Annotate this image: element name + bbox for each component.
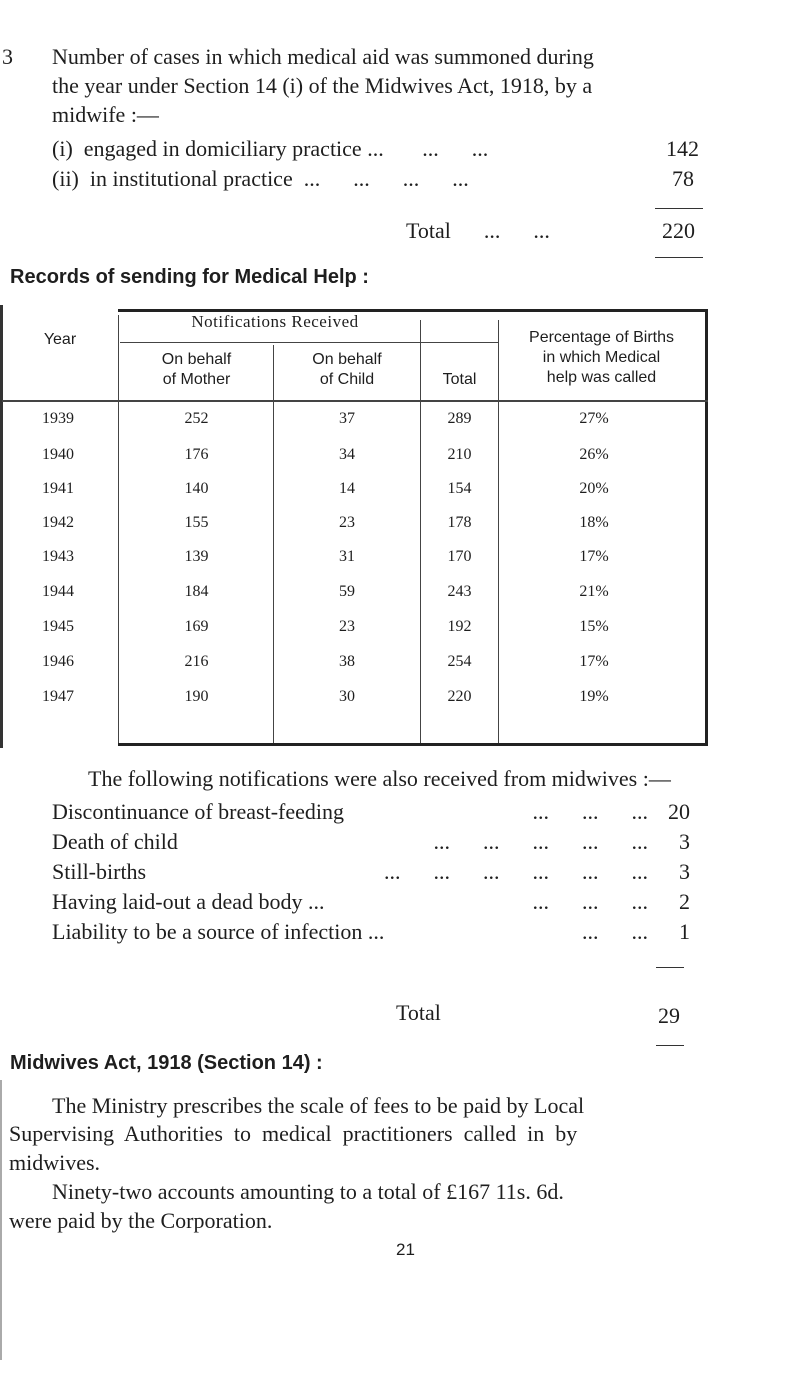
notification-leader-dots: ... ... ... ... ... ...: [384, 859, 648, 884]
notification-leader-dots: ... ... ... ... ...: [433, 829, 648, 854]
header-child-line1: On behalf: [312, 351, 382, 368]
header-child-line2: of Child: [319, 371, 375, 388]
cell-total: 254: [447, 653, 472, 670]
cell-mother: 139: [184, 548, 209, 565]
cell-pct: 21%: [579, 583, 609, 600]
cell-child: 30: [339, 688, 355, 705]
cell-total: 243: [447, 583, 472, 600]
cell-mother: 169: [184, 618, 209, 635]
cell-total: 192: [447, 618, 472, 635]
cell-child: 59: [339, 583, 355, 600]
notification-label: Death of child: [52, 829, 178, 854]
group-header-rule: [120, 342, 498, 343]
cell-year: 1939: [42, 410, 74, 427]
page-number: 21: [396, 1240, 415, 1259]
cell-year: 1945: [42, 618, 74, 635]
cell-child: 37: [339, 410, 355, 427]
item-domiciliary-label: (i) engaged in domiciliary practice ... ... ...: [52, 136, 489, 161]
section-number: 3: [2, 44, 13, 69]
col-divider-mother: [273, 345, 274, 743]
notification-value: 20: [668, 799, 690, 824]
header-total: Total: [442, 371, 477, 388]
cell-total: 154: [447, 480, 472, 497]
cell-mother: 176: [184, 446, 209, 463]
notification-value: 3: [679, 829, 690, 854]
item-institutional-label: (ii) in institutional practice ... ... ... ...: [52, 166, 469, 191]
section-heading-line2: the year under Section 14 (i) of the Midwives Act, 1918, by a: [52, 73, 593, 98]
header-bottom-rule: [2, 400, 708, 402]
cell-pct: 27%: [579, 410, 609, 427]
header-year: Year: [43, 331, 77, 348]
notification-label: Discontinuance of breast-feeding: [52, 799, 344, 824]
cell-pct: 19%: [579, 688, 609, 705]
notification-value: 1: [679, 919, 690, 944]
cell-total: 178: [447, 514, 472, 531]
cell-child: 34: [339, 446, 355, 463]
notif-subtotal-rule: [656, 967, 684, 968]
midwives-act-title: Midwives Act, 1918 (Section 14) :: [10, 1052, 323, 1074]
cell-mother: 216: [184, 653, 209, 670]
item-domiciliary-value: 142: [666, 136, 699, 161]
para1-line1: The Ministry prescribes the scale of fees to be paid by Local: [52, 1093, 585, 1118]
notification-leader-dots: ... ...: [582, 919, 648, 944]
header-mother: [120, 350, 273, 390]
notifications-total-label: Total: [396, 1000, 441, 1025]
cell-mother: 184: [184, 583, 209, 600]
cell-year: 1946: [42, 653, 74, 670]
cell-pct: 17%: [579, 653, 609, 670]
cell-child: 38: [339, 653, 355, 670]
cell-pct: 26%: [579, 446, 609, 463]
section-heading-line3: midwife :—: [52, 102, 159, 127]
para1-line3: midwives.: [9, 1150, 101, 1175]
cell-mother: 155: [184, 514, 209, 531]
cell-pct: 20%: [579, 480, 609, 497]
cell-total: 210: [447, 446, 472, 463]
header-mother-line2: of Mother: [162, 371, 231, 388]
cell-total: 289: [447, 410, 472, 427]
cell-pct: 15%: [579, 618, 609, 635]
col-divider-year: [118, 315, 119, 743]
notifications-total-value: 29: [658, 1003, 680, 1028]
notification-value: 2: [679, 889, 690, 914]
notification-leader-dots: ... ... ...: [532, 799, 648, 824]
cell-mother: 190: [184, 688, 209, 705]
header-pct-line2: in which Medical: [542, 349, 661, 366]
para1-line2: Supervising Authorities to medical practitioners called in by: [9, 1121, 578, 1146]
section3-total-label: Total ... ...: [406, 218, 550, 243]
scan-edge-mark: [0, 1080, 2, 1360]
notification-label: Having laid-out a dead body ...: [52, 889, 325, 914]
cell-child: 31: [339, 548, 355, 565]
cell-child: 14: [339, 480, 355, 497]
cell-total: 170: [447, 548, 472, 565]
cell-year: 1940: [42, 446, 74, 463]
section3-total-value: 220: [662, 218, 695, 243]
header-pct-line1: Percentage of Births: [529, 329, 674, 346]
table-left-edge: [0, 305, 3, 748]
records-title: Records of sending for Medical Help :: [10, 266, 369, 288]
para2-line2: were paid by the Corporation.: [9, 1208, 273, 1233]
section-heading-line1: Number of cases in which medical aid was summoned during: [52, 44, 594, 69]
cell-year: 1947: [42, 688, 74, 705]
notification-leader-dots: ... ... ...: [532, 889, 648, 914]
cell-year: 1941: [42, 480, 74, 497]
cell-year: 1942: [42, 514, 74, 531]
notification-label: Liability to be a source of infection ...: [52, 919, 385, 944]
header-mother-line1: On behalf: [161, 351, 232, 368]
notification-value: 3: [679, 859, 690, 884]
header-child: [274, 350, 420, 390]
notif-total-rule: [656, 1045, 684, 1046]
cell-total: 220: [447, 688, 472, 705]
cell-year: 1943: [42, 548, 74, 565]
cell-year: 1944: [42, 583, 74, 600]
header-percentage: [499, 328, 704, 388]
item-institutional-value: 78: [672, 166, 694, 191]
cell-child: 23: [339, 618, 355, 635]
cell-child: 23: [339, 514, 355, 531]
cell-mother: 140: [184, 480, 209, 497]
notifications-received-header: Notifications Received: [191, 312, 359, 331]
cell-mother: 252: [184, 410, 209, 427]
notifications-intro: The following notifications were also received from midwives :—: [88, 766, 671, 791]
notification-label: Still-births: [52, 859, 147, 884]
para2-line1: Ninety-two accounts amounting to a total of £167 11s. 6d.: [52, 1179, 564, 1204]
cell-pct: 18%: [579, 514, 609, 531]
total-rule: [655, 257, 703, 258]
header-pct-line3: help was called: [546, 369, 657, 386]
cell-pct: 17%: [579, 548, 609, 565]
subtotal-rule: [655, 208, 703, 209]
